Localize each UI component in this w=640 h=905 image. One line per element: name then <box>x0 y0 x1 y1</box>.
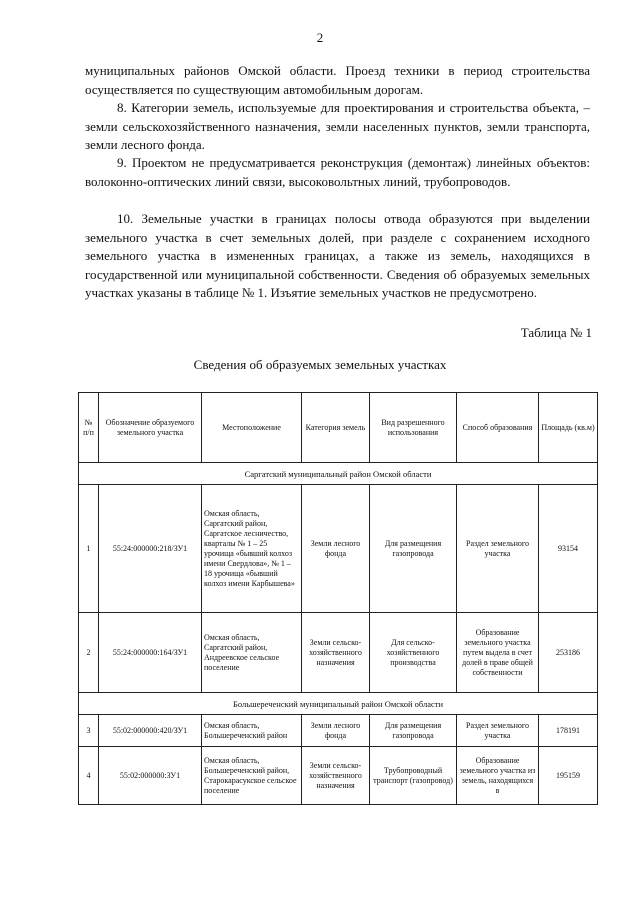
plot-location: Омская область, Большереченский район, Старокарасукское сельское поселение <box>202 747 302 805</box>
formation-method: Образование земельного участка путем выдела в счет долей в праве общей собственности <box>457 613 539 693</box>
row-number: 3 <box>79 715 99 747</box>
row-number: 1 <box>79 485 99 613</box>
page-number: 2 <box>316 30 324 45</box>
land-plots-table <box>78 392 598 805</box>
table-header-row <box>79 393 598 463</box>
section-row <box>79 463 598 485</box>
section-title: Саргатский муниципальный район Омской области <box>79 463 598 485</box>
formation-method-text: Образование земельного участка из земель, находящихся в <box>459 755 536 795</box>
paragraph-10: 10. Земельные участки в границах полосы отвода образуются при выделении земельного участка в счет земельных долей, при разделе с сохранением исходного земельного участка в измененных границах, а также из земель, находящихся в государственной или муниципальной собственности. Сведения об образуемых земельных участках указаны в таблице № 1. Изъятие земельных участков не предусмотрено. <box>85 211 590 300</box>
land-category: Земли сельско-хозяйственного назначения <box>302 747 370 805</box>
plot-designation: 55:24:000000:164/ЗУ1 <box>99 613 202 693</box>
plot-area: 195159 <box>539 747 598 805</box>
permitted-use: Для сельско-хозяйственного производства <box>370 613 457 693</box>
plot-designation: 55:02:000000:420/ЗУ1 <box>99 715 202 747</box>
header-number: № п/п <box>79 393 99 463</box>
table-row <box>79 485 598 613</box>
table-title: Сведения об образуемых земельных участках <box>193 357 447 372</box>
section-row <box>79 693 598 715</box>
row-number: 2 <box>79 613 99 693</box>
formation-method <box>457 747 539 805</box>
plot-area: 93154 <box>539 485 598 613</box>
table-row <box>79 747 598 805</box>
permitted-use: Трубопроводный транспорт (газопровод) <box>370 747 457 805</box>
row-number: 4 <box>79 747 99 805</box>
table-row <box>79 715 598 747</box>
paragraph-1: муниципальных районов Омской области. Проезд техники в период строительства осуществляется по существующим автомобильным дорогам. <box>85 63 590 97</box>
land-category: Земли сельско-хозяйственного назначения <box>302 613 370 693</box>
plot-area: 253186 <box>539 613 598 693</box>
plot-designation: 55:24:000000:218/ЗУ1 <box>99 485 202 613</box>
land-category: Земли лесного фонда <box>302 485 370 613</box>
table-row <box>79 613 598 693</box>
plot-location: Омская область, Большереченский район <box>202 715 302 747</box>
paragraph-9: 9. Проектом не предусматривается реконструкция (демонтаж) линейных объектов: волоконно-оптических линий связи, высоковольтных линий, трубопроводов. <box>85 155 590 189</box>
permitted-use: Для размещения газопровода <box>370 485 457 613</box>
permitted-use: Для размещения газопровода <box>370 715 457 747</box>
header-formation-method: Способ образования <box>457 393 539 463</box>
plot-designation: 55:02:000000:ЗУ1 <box>99 747 202 805</box>
formation-method: Раздел земельного участка <box>457 715 539 747</box>
header-permitted-use: Вид разрешенного использования <box>370 393 457 463</box>
land-category: Земли лесного фонда <box>302 715 370 747</box>
header-designation: Обозначение образуемого земельного участка <box>99 393 202 463</box>
section-title: Большереченский муниципальный район Омской области <box>79 693 598 715</box>
table-label: Таблица № 1 <box>520 325 592 340</box>
plot-location: Омская область, Саргатский район, Андреевское сельское поселение <box>202 613 302 693</box>
plot-location: Омская область, Саргатский район, Саргатское лесничество, кварталы № 1 – 25 урочища «бывший колхоз имени Свердлова», № 1 – 18 урочища «бывший колхоз имени Карбышева» <box>202 485 302 613</box>
header-area: Площадь (кв.м) <box>539 393 598 463</box>
formation-method: Раздел земельного участка <box>457 485 539 613</box>
paragraph-8: 8. Категории земель, используемые для проектирования и строительства объекта, – земли сельскохозяйственного назначения, земли населенных пунктов, земли транспорта, земли лесного фонда. <box>85 100 590 152</box>
plot-area: 178191 <box>539 715 598 747</box>
header-land-category: Категория земель <box>302 393 370 463</box>
header-location: Местоположение <box>202 393 302 463</box>
